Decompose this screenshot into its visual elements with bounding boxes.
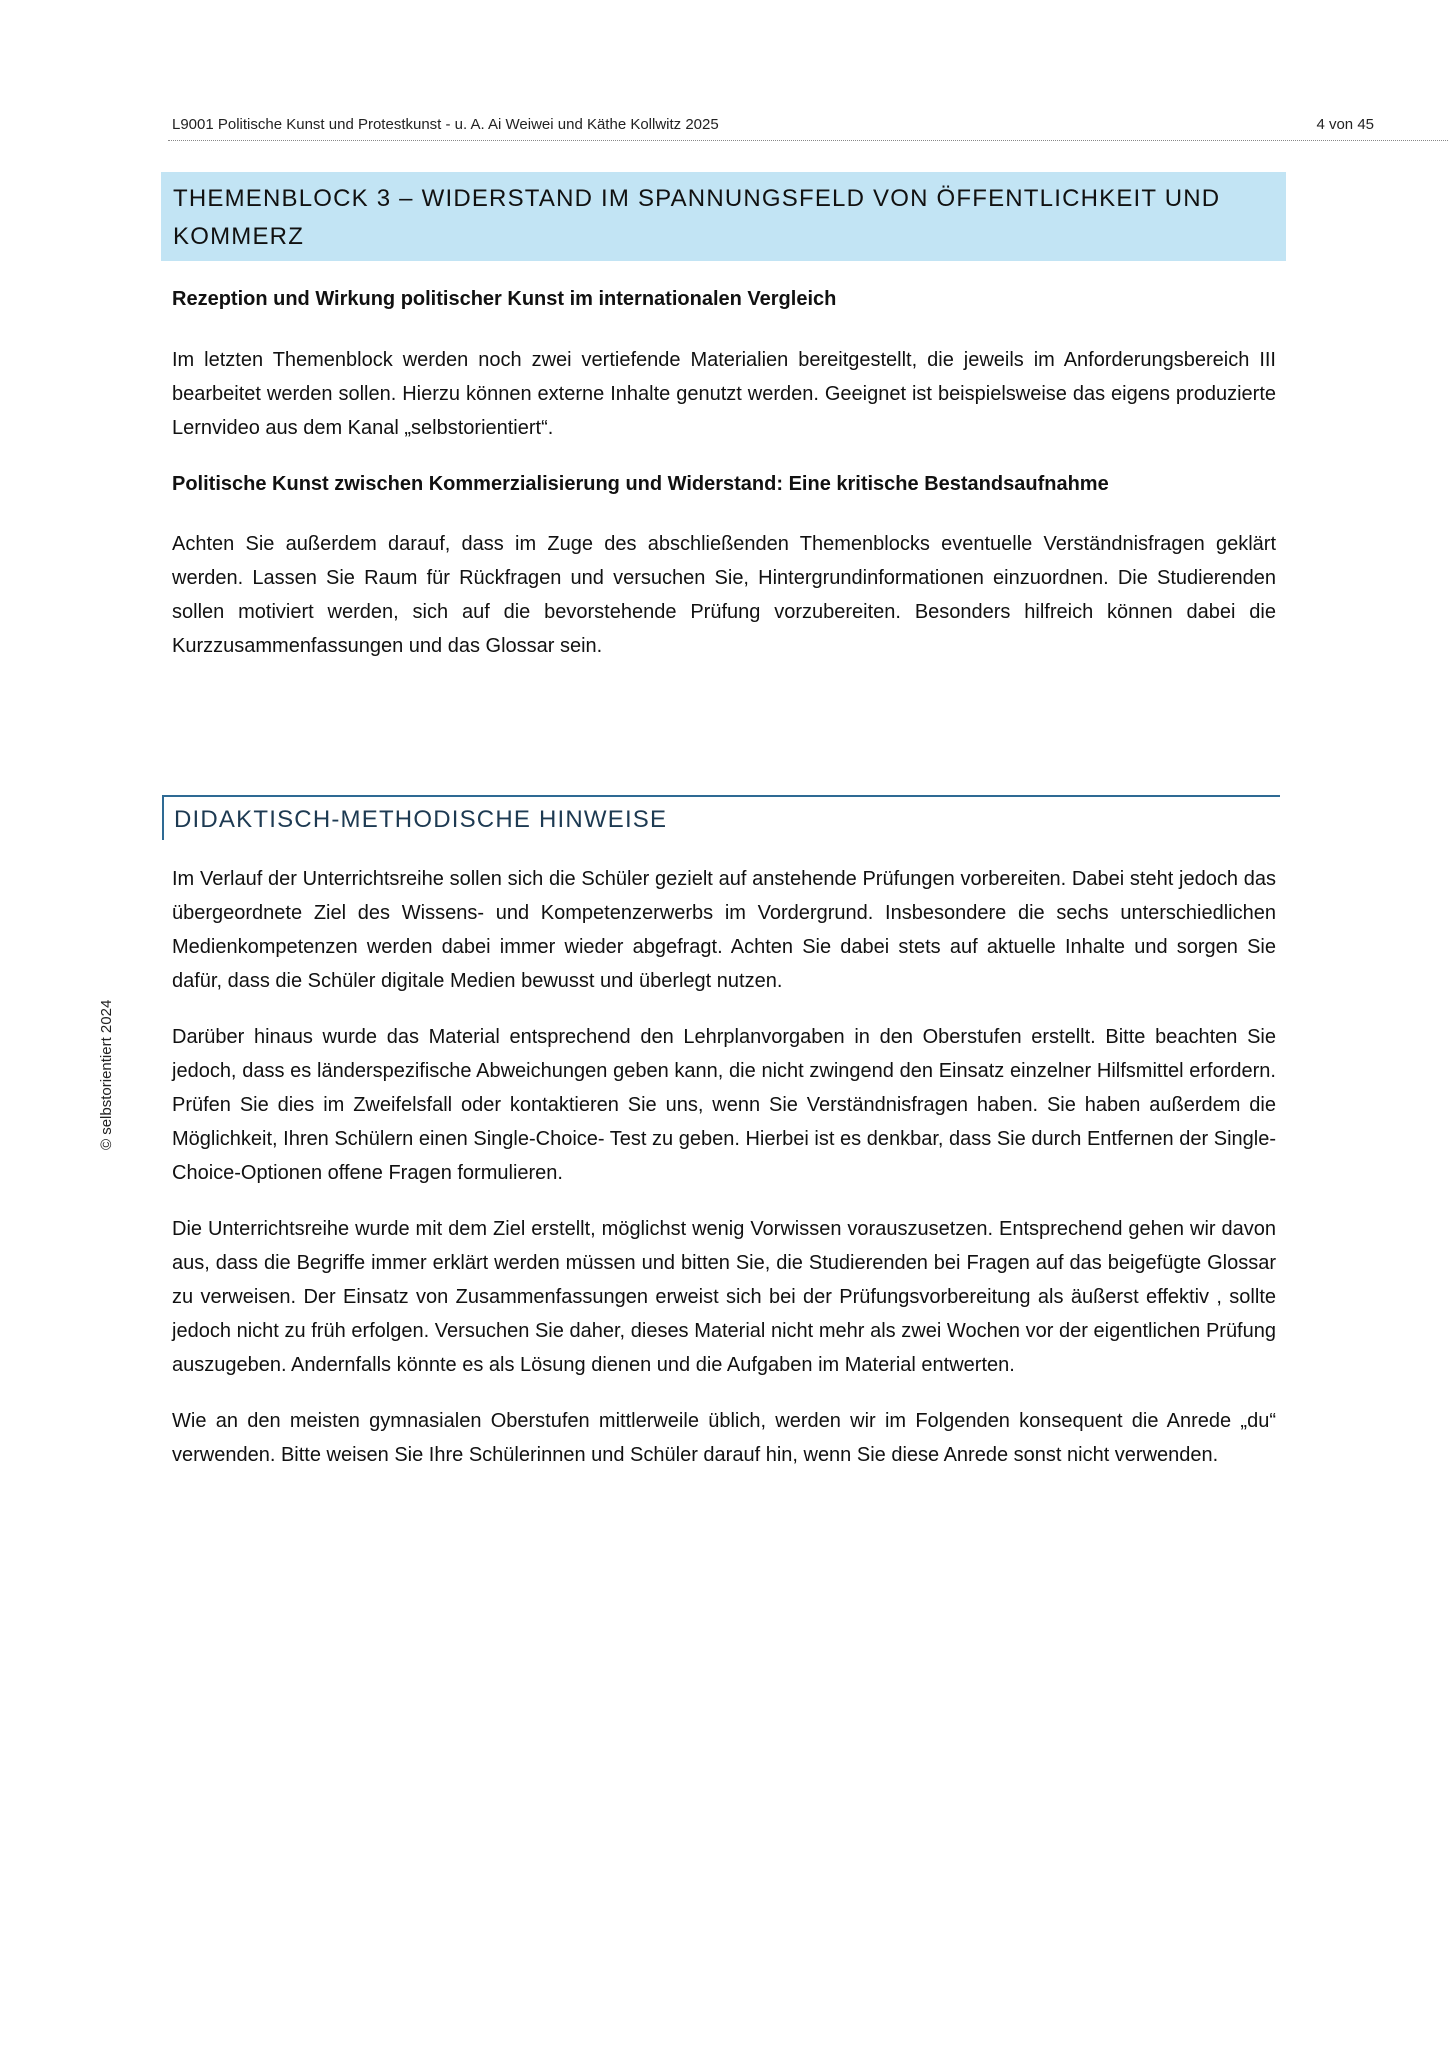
didaktik-body xyxy=(172,862,1276,1472)
section2-body xyxy=(172,527,1276,663)
themenblock-title: THEMENBLOCK 3 – WIDERSTAND IM SPANNUNGSFELD VON ÖFFENTLICHKEIT UND KOMMERZ xyxy=(173,185,1221,250)
paragraph: Im letzten Themenblock werden noch zwei vertiefende Materialien bereitgestellt, die jeweils im Anforderungsbereich III bearbeitet werden sollen. Hierzu können externe Inhalte genutzt werden. Geeignet ist beispielsweise das eigens produzierte Lernvideo aus dem Kanal „selbstorientiert“. xyxy=(172,349,1276,439)
page-number: 4 von 45 xyxy=(1316,116,1374,133)
copyright-notice: © selbstorientiert 2024 xyxy=(98,999,115,1150)
paragraph: Die Unterrichtsreihe wurde mit dem Ziel erstellt, möglichst wenig Vorwissen vorauszusetzen. Entsprechend gehen wir davon aus, dass die Begriffe immer erklärt werden müssen und bitten Sie, die Studierenden bei Fragen auf das beigefügte Glossar zu verweisen. Der Einsatz von Zusammenfassungen erweist sich bei der Prüfungsvorbereitung als äußerst effektiv , sollte jedoch nicht zu früh erfolgen. Versuchen Sie daher, dieses Material nicht mehr als zwei Wochen vor der eigentlichen Prüfung auszugeben. Andernfalls könnte es als Lösung dienen und die Aufgaben im Material entwerten. xyxy=(172,1218,1276,1376)
section1-heading: Rezeption und Wirkung politischer Kunst im internationalen Vergleich xyxy=(172,288,837,310)
section2-heading: Politische Kunst zwischen Kommerzialisierung und Widerstand: Eine kritische Bestandsaufnahme xyxy=(172,473,1109,495)
didaktik-heading-box xyxy=(162,795,1280,840)
document-title: L9001 Politische Kunst und Protestkunst - u. A. Ai Weiwei und Käthe Kollwitz 2025 xyxy=(172,116,719,133)
section1-body xyxy=(172,343,1276,445)
paragraph: Im Verlauf der Unterrichtsreihe sollen sich die Schüler gezielt auf anstehende Prüfungen vorbereiten. Dabei steht jedoch das übergeordnete Ziel des Wissens- und Kompetenzerwerbs im Vordergrund. Insbesondere die sechs unterschiedlichen Medienkompetenzen werden dabei immer wieder abgefragt. Achten Sie dabei stets auf aktuelle Inhalte und sorgen Sie dafür, dass die Schüler digitale Medien bewusst und überlegt nutzen. xyxy=(172,868,1276,992)
themenblock-heading-band xyxy=(161,172,1286,261)
paragraph: Wie an den meisten gymnasialen Oberstufen mittlerweile üblich, werden wir im Folgenden konsequent die Anrede „du“ verwenden. Bitte weisen Sie Ihre Schülerinnen und Schüler darauf hin, wenn Sie diese Anrede sonst nicht verwenden. xyxy=(172,1410,1276,1466)
didaktik-title: DIDAKTISCH-METHODISCHE HINWEISE xyxy=(174,806,668,833)
page-header xyxy=(172,116,1372,138)
paragraph: Darüber hinaus wurde das Material entsprechend den Lehrplanvorgaben in den Oberstufen erstellt. Bitte beachten Sie jedoch, dass es länderspezifische Abweichungen geben kann, die nicht zwingend den Einsatz einzelner Hilfsmittel erfordern. Prüfen Sie dies im Zweifelsfall oder kontaktieren Sie uns, wenn Sie Verständnisfragen haben. Sie haben außerdem die Möglichkeit, Ihren Schülern einen Single-Choice- Test zu geben. Hierbei ist es denkbar, dass Sie durch Entfernen der Single-Choice-Optionen offene Fragen formulieren. xyxy=(172,1026,1276,1184)
header-divider xyxy=(168,140,1448,141)
paragraph: Achten Sie außerdem darauf, dass im Zuge des abschließenden Themenblocks eventuelle Verständnisfragen geklärt werden. Lassen Sie Raum für Rückfragen und versuchen Sie, Hintergrundinformationen einzuordnen. Die Studierenden sollen motiviert werden, sich auf die bevorstehende Prüfung vorzubereiten. Besonders hilfreich können dabei die Kurzzusammenfassungen und das Glossar sein. xyxy=(172,533,1276,657)
